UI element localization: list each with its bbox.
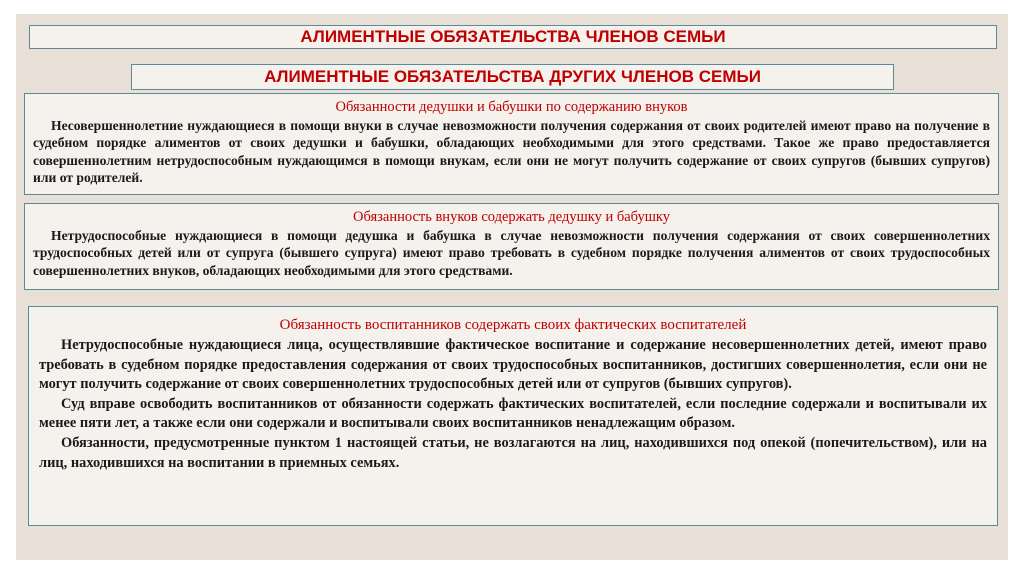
page-subtitle: АЛИМЕНТНЫЕ ОБЯЗАТЕЛЬСТВА ДРУГИХ ЧЛЕНОВ СЕМЬИ [131,64,894,90]
page-title: АЛИМЕНТНЫЕ ОБЯЗАТЕЛЬСТВА ЧЛЕНОВ СЕМЬИ [29,25,997,49]
section-paragraph: Суд вправе освободить воспитанников от обязанности содержать фактических воспитателей, если последние содержали и воспитывали их менее пяти лет, а также если они содержали и воспитывали своих воспитанников ненадлежащим образом. [39,395,987,432]
section-heading: Обязанность внуков содержать дедушку и бабушку [353,209,670,225]
section-grandchildren [24,203,999,290]
section-pupils [28,306,998,526]
section-heading: Обязанности дедушки и бабушки по содержанию внуков [335,99,688,115]
section-paragraph: Обязанности, предусмотренные пунктом 1 настоящей статьи, не возлагаются на лиц, находившихся под опекой (попечительством), или на лиц, находившихся на воспитании в приемных семьях. [39,434,987,471]
slide [16,14,1008,560]
section-grandparents [24,93,999,195]
section-paragraph: Нетрудоспособные нуждающиеся лица, осуществлявшие фактическое воспитание и содержание несовершеннолетних детей, имеют право требовать в судебном порядке предоставления содержания от своих трудоспособных воспитанников, достигших совершеннолетия, если они не могут получить содержание от своих совершеннолетних трудоспособных детей или от супругов (бывших супругов). [39,337,987,393]
section-paragraph: Несовершеннолетние нуждающиеся в помощи внуки в случае невозможности получения содержания от своих родителей имеют право на получение в судебном порядке алиментов от своих дедушки и бабушки, обладающих необходимыми для этого средствами. Такое же право предоставляется совершеннолетним нетрудоспособным нуждающимся в помощи внукам, если они не могут получить содержание от своих супругов (бывших супругов) или от родителей. [33,118,990,185]
section-heading: Обязанность воспитанников содержать своих фактических воспитателей [279,317,747,333]
section-paragraph: Нетрудоспособные нуждающиеся в помощи дедушка и бабушка в случае невозможности получения содержания от своих совершеннолетних трудоспособных детей или от супруга (бывшего супруга) имеют право требовать в судебном порядке получения алиментов от своих трудоспособных совершеннолетних внуков, обладающих необходимыми для этого средствами. [33,228,990,278]
